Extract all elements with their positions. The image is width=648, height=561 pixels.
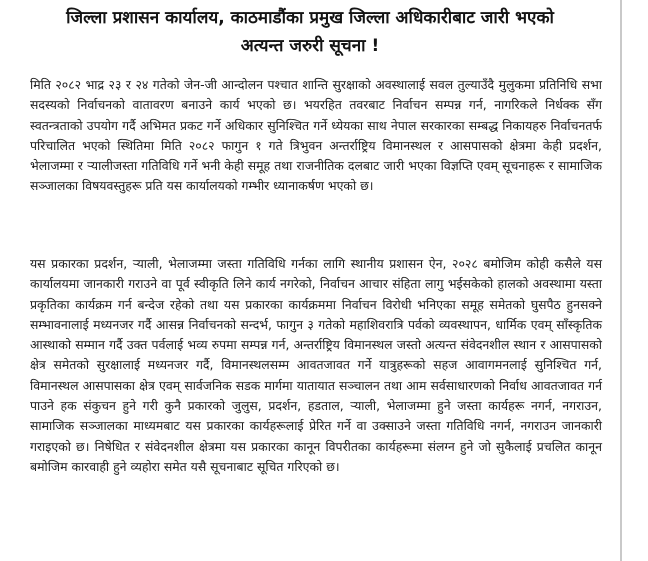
notice-title-office: जिल्ला प्रशासन कार्यालय, काठमाडौंका प्रमुख जिल्ला अधिकारीबाट जारी भएको [66,8,554,28]
notice-title-urgent: अत्यन्त जरुरी सूचना ! [240,36,380,56]
page-edge-divider [620,0,622,561]
notice-paragraph-1: मिति २०८२ भाद्र २३ र २४ गतेको जेन-जी आन्दोलन पश्चात शान्ति सुरक्षाको अवस्थालाई सवल तुल्याउँदै मुलुकमा प्रतिनिधि सभा सदस्यको निर्वाचनको वातावरण बनाउने कार्य भएको छ। भयरहित तवरबाट निर्वाचन सम्पन्न गर्न, नागरिकले निर्धक्क सँग स्वतन्त्रताको उपयोग गर्दै अभिमत प्रकट गर्ने अधिकार सुनिश्चित गर्ने ध्येयका साथ नेपाल सरकारका सम्बद्ध निकायहरु निर्वाचनतर्फ परिचालित भएको स्थितिमा मिति २०८२ फागुन १ गते त्रिभुवन अन्तर्राष्ट्रिय विमानस्थल र आसपासको क्षेत्रमा केही प्रदर्शन, भेलाजम्मा र ऱ्यालीजस्ता गतिविधि गर्ने भनी केही समूह तथा राजनीतिक दलबाट जारी भएका विज्ञप्ति एवम् सूचनाहरू र सामाजिक सञ्जालका विषयवस्तुहरू प्रति यस कार्यालयको गम्भीर ध्यानाकर्षण भएको छ। [30,77,602,194]
notice-paragraph-2: यस प्रकारका प्रदर्शन, ऱ्याली, भेलाजम्मा जस्ता गतिविधि गर्नका लागि स्थानीय प्रशासन ऐन, २०२८ बमोजिम कोही कसैले यस कार्यालयमा जानकारी गराउने वा पूर्व स्वीकृति लिने कार्य नगरेको, निर्वाचन आचार संहिता लागु भईसकेको हालको अवस्थामा यस्ता प्रकृतिका कार्यक्रम गर्न बन्देज रहेको तथा यस प्रकारका कार्यक्रममा निर्वाचन विरोधी भनिएका समूह समेतको घुसपैठ हुनसक्ने सम्भावनालाई मध्यनजर गर्दै आसन्न निर्वाचनको सन्दर्भ, फागुन ३ गतेको महाशिवरात्रि पर्वको व्यवस्थापन, धार्मिक एवम् साँस्कृतिक आस्थाको सम्मान गर्दै उक्त पर्वलाई भव्य रुपमा सम्पन्न गर्न, अन्तर्राष्ट्रिय विमानस्थल जस्तो अत्यन्त संवेदनशील स्थान र आसपासको क्षेत्र समेतको सुरक्षालाई मध्यनजर गर्दै, विमानस्थलसम्म आवतजावत गर्ने यात्रुहरूको सहज आवागमनलाई सुनिश्चित गर्न, विमानस्थल आसपासका क्षेत्र एवम् सार्वजनिक सडक मार्गमा यातायात सञ्चालन तथा आम सर्वसाधारणको निर्वाध आवतजावत गर्न पाउने हक संकुचन हुने गरी कुनै प्रकारको जुलुस, प्रदर्शन, हडताल, ऱ्याली, भेलाजम्मा हुने जस्ता कार्यहरू नगर्न, नगराउन, सामाजिक सञ्जालका माध्यमबाट यस प्रकारका कार्यहरूलाई प्रेरित गर्ने वा उक्साउने जस्ता गतिविधि नगर्न, नगराउन जानकारी गराइएको छ। निषेधित र संवेदनशील क्षेत्रमा यस प्रकारका कानून विपरीतका कार्यहरूमा संलग्न हुने जो सुकैलाई प्रचलित कानून बमोजिम कारवाही हुने व्यहोरा समेत यसै सूचनाबाट सूचित गरिएको छ। [30,256,602,474]
